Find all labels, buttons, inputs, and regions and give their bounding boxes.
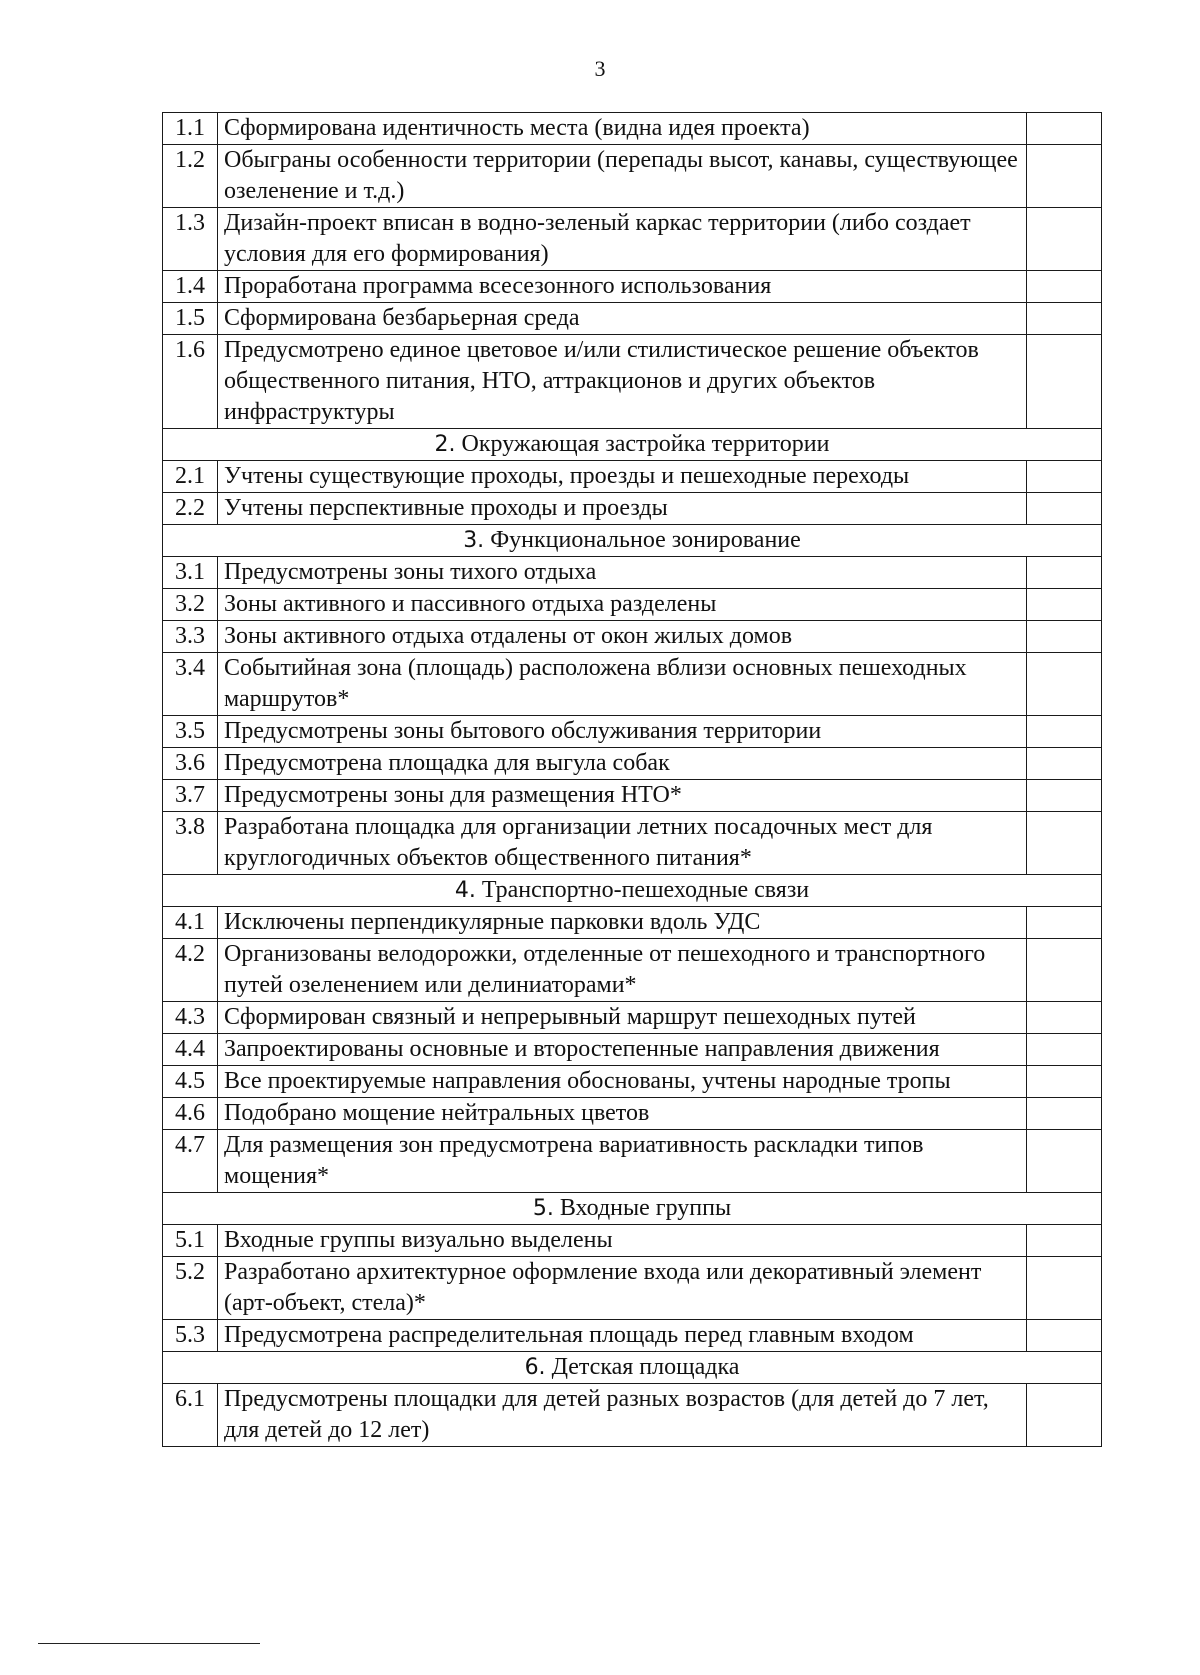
criterion-row [163, 113, 1102, 145]
criterion-number: 3.7 [163, 780, 218, 812]
criterion-row [163, 1002, 1102, 1034]
criterion-row [163, 589, 1102, 621]
criterion-mark-cell[interactable] [1027, 303, 1102, 335]
section-number: 4. [454, 878, 476, 903]
criteria-table [162, 112, 1102, 1447]
criterion-number: 4.7 [163, 1130, 218, 1193]
section-title: Окружающая застройка территории [461, 431, 830, 457]
criterion-number: 3.1 [163, 557, 218, 589]
criterion-mark-cell[interactable] [1027, 589, 1102, 621]
criterion-row [163, 653, 1102, 716]
criterion-row [163, 1384, 1102, 1447]
criterion-text: Предусмотрена распределительная площадь перед главным входом [218, 1320, 1027, 1352]
criterion-row [163, 1034, 1102, 1066]
criterion-row [163, 557, 1102, 589]
criterion-mark-cell[interactable] [1027, 557, 1102, 589]
section-title: Транспортно-пешеходные связи [481, 877, 810, 903]
section-number: 5. [532, 1196, 554, 1221]
criterion-number: 1.5 [163, 303, 218, 335]
criterion-number: 3.5 [163, 716, 218, 748]
criterion-text: Входные группы визуально выделены [218, 1225, 1027, 1257]
section-row [163, 1193, 1102, 1225]
criterion-mark-cell[interactable] [1027, 1225, 1102, 1257]
criterion-number: 2.2 [163, 493, 218, 525]
criterion-text: Сформирована безбарьерная среда [218, 303, 1027, 335]
criterion-mark-cell[interactable] [1027, 907, 1102, 939]
criterion-row [163, 907, 1102, 939]
criterion-number: 3.4 [163, 653, 218, 716]
criterion-text: Учтены перспективные проходы и проезды [218, 493, 1027, 525]
criterion-number: 3.3 [163, 621, 218, 653]
criterion-mark-cell[interactable] [1027, 939, 1102, 1002]
criterion-row [163, 716, 1102, 748]
criterion-mark-cell[interactable] [1027, 621, 1102, 653]
criterion-mark-cell[interactable] [1027, 271, 1102, 303]
section-number: 6. [524, 1355, 546, 1380]
criterion-row [163, 335, 1102, 429]
criterion-text: Подобрано мощение нейтральных цветов [218, 1098, 1027, 1130]
criterion-mark-cell[interactable] [1027, 653, 1102, 716]
page-number: 3 [594, 56, 606, 81]
criterion-row [163, 1130, 1102, 1193]
criteria-table-body [163, 113, 1102, 1447]
criterion-mark-cell[interactable] [1027, 493, 1102, 525]
criterion-number: 4.5 [163, 1066, 218, 1098]
criterion-text: Разработана площадка для организации летних посадочных мест для круглогодичных объектов общественного питания* [218, 812, 1027, 875]
criterion-number: 3.6 [163, 748, 218, 780]
criterion-row [163, 271, 1102, 303]
criterion-number: 4.3 [163, 1002, 218, 1034]
criterion-mark-cell[interactable] [1027, 748, 1102, 780]
criterion-row [163, 303, 1102, 335]
criterion-number: 1.3 [163, 208, 218, 271]
criterion-row [163, 748, 1102, 780]
section-title: Входные группы [559, 1195, 732, 1221]
section-title: Функциональное зонирование [490, 527, 801, 553]
criterion-number: 1.6 [163, 335, 218, 429]
criterion-row [163, 1098, 1102, 1130]
criterion-text: Предусмотрены зоны для размещения НТО* [218, 780, 1027, 812]
criterion-text: Предусмотрены площадки для детей разных возрастов (для детей до 7 лет, для детей до 12 лет) [218, 1384, 1027, 1447]
section-title: Детская площадка [551, 1354, 740, 1380]
criterion-mark-cell[interactable] [1027, 812, 1102, 875]
section-number: 3. [463, 528, 485, 553]
criterion-text: Все проектируемые направления обоснованы, учтены народные тропы [218, 1066, 1027, 1098]
section-heading [163, 525, 1102, 557]
criterion-text: Обыграны особенности территории (перепады высот, канавы, существующее озеленение и т.д.) [218, 145, 1027, 208]
criterion-mark-cell[interactable] [1027, 1320, 1102, 1352]
criterion-mark-cell[interactable] [1027, 1098, 1102, 1130]
criterion-number: 5.3 [163, 1320, 218, 1352]
criterion-mark-cell[interactable] [1027, 1130, 1102, 1193]
criterion-row [163, 461, 1102, 493]
criterion-mark-cell[interactable] [1027, 1384, 1102, 1447]
criterion-mark-cell[interactable] [1027, 780, 1102, 812]
criterion-text: Зоны активного и пассивного отдыха разделены [218, 589, 1027, 621]
criterion-mark-cell[interactable] [1027, 335, 1102, 429]
section-row [163, 525, 1102, 557]
section-heading [163, 875, 1102, 907]
criterion-mark-cell[interactable] [1027, 1002, 1102, 1034]
criterion-mark-cell[interactable] [1027, 208, 1102, 271]
criterion-text: Предусмотрены зоны тихого отдыха [218, 557, 1027, 589]
criterion-number: 4.1 [163, 907, 218, 939]
criterion-text: Дизайн-проект вписан в водно-зеленый каркас территории (либо создает условия для его формирования) [218, 208, 1027, 271]
criterion-row [163, 493, 1102, 525]
criterion-mark-cell[interactable] [1027, 145, 1102, 208]
footnote-rule [38, 1643, 260, 1644]
section-heading [163, 429, 1102, 461]
criterion-number: 3.2 [163, 589, 218, 621]
criterion-number: 6.1 [163, 1384, 218, 1447]
criterion-row [163, 621, 1102, 653]
criterion-row [163, 939, 1102, 1002]
criterion-text: Учтены существующие проходы, проезды и пешеходные переходы [218, 461, 1027, 493]
section-heading [163, 1193, 1102, 1225]
criterion-row [163, 780, 1102, 812]
section-number: 2. [434, 432, 456, 457]
criterion-number: 1.4 [163, 271, 218, 303]
criterion-number: 3.8 [163, 812, 218, 875]
criterion-row [163, 1320, 1102, 1352]
criterion-text: Запроектированы основные и второстепенные направления движения [218, 1034, 1027, 1066]
criterion-number: 1.1 [163, 113, 218, 145]
criterion-text: Организованы велодорожки, отделенные от пешеходного и транспортного путей озеленением или делиниаторами* [218, 939, 1027, 1002]
criterion-number: 4.6 [163, 1098, 218, 1130]
criterion-text: Событийная зона (площадь) расположена вблизи основных пешеходных маршрутов* [218, 653, 1027, 716]
section-row [163, 1352, 1102, 1384]
criterion-number: 2.1 [163, 461, 218, 493]
criterion-mark-cell[interactable] [1027, 113, 1102, 145]
criterion-row [163, 812, 1102, 875]
criterion-number: 5.2 [163, 1257, 218, 1320]
criterion-text: Для размещения зон предусмотрена вариативность раскладки типов мощения* [218, 1130, 1027, 1193]
criterion-text: Проработана программа всесезонного использования [218, 271, 1027, 303]
criterion-mark-cell[interactable] [1027, 1066, 1102, 1098]
criterion-text: Предусмотрена площадка для выгула собак [218, 748, 1027, 780]
criterion-number: 1.2 [163, 145, 218, 208]
criterion-text: Сформирована идентичность места (видна идея проекта) [218, 113, 1027, 145]
criterion-mark-cell[interactable] [1027, 716, 1102, 748]
criterion-number: 4.2 [163, 939, 218, 1002]
criterion-text: Сформирован связный и непрерывный маршрут пешеходных путей [218, 1002, 1027, 1034]
section-row [163, 429, 1102, 461]
criterion-text: Разработано архитектурное оформление входа или декоративный элемент (арт-объект, стела)* [218, 1257, 1027, 1320]
criterion-text: Зоны активного отдыха отдалены от окон жилых домов [218, 621, 1027, 653]
criterion-row [163, 208, 1102, 271]
criterion-number: 4.4 [163, 1034, 218, 1066]
criterion-mark-cell[interactable] [1027, 1034, 1102, 1066]
criterion-number: 5.1 [163, 1225, 218, 1257]
criterion-row [163, 1225, 1102, 1257]
criterion-row [163, 145, 1102, 208]
criterion-text: Исключены перпендикулярные парковки вдоль УДС [218, 907, 1027, 939]
section-row [163, 875, 1102, 907]
criterion-text: Предусмотрены зоны бытового обслуживания территории [218, 716, 1027, 748]
criterion-text: Предусмотрено единое цветовое и/или стилистическое решение объектов общественного питания, НТО, аттракционов и других объектов инфраструктуры [218, 335, 1027, 429]
criterion-row [163, 1257, 1102, 1320]
criterion-mark-cell[interactable] [1027, 461, 1102, 493]
criterion-mark-cell[interactable] [1027, 1257, 1102, 1320]
section-heading [163, 1352, 1102, 1384]
criterion-row [163, 1066, 1102, 1098]
